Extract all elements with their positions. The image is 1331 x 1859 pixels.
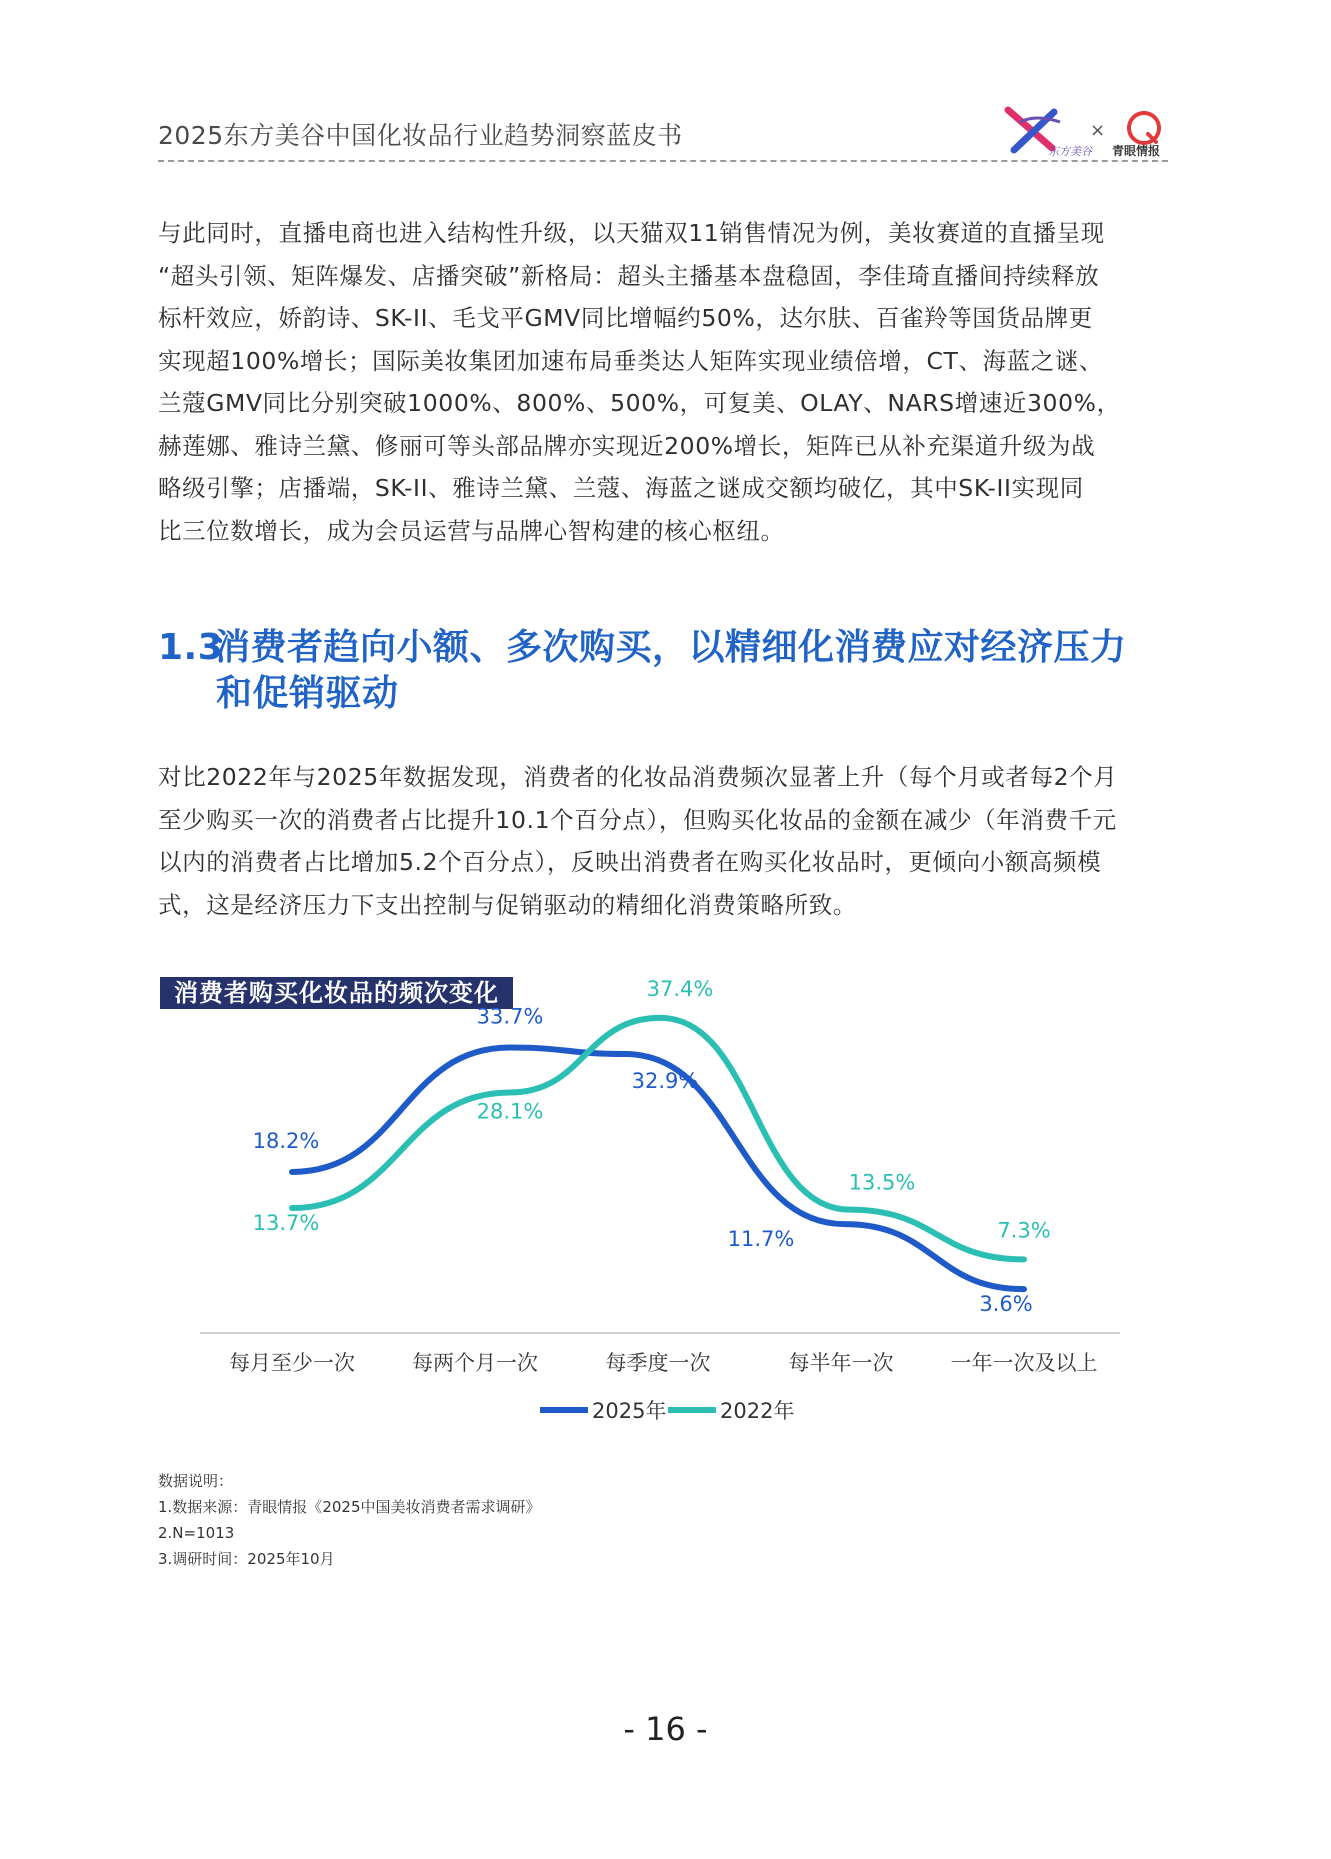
x-tick-label: 每季度一次: [605, 1351, 711, 1375]
legend-label: 2025年: [592, 1399, 667, 1423]
paragraph-line: 略级引擎；店播端，SK-II、雅诗兰黛、兰蔻、海蓝之谜成交额均破亿，其中SK-II实现同: [158, 474, 1084, 502]
data-label: 3.6%: [979, 1292, 1033, 1317]
paragraph-line: 标杆效应，娇韵诗、SK-II、毛戈平GMV同比增幅约50%，达尔肤、百雀羚等国货品牌更: [158, 304, 1093, 332]
page-number: - 16 -: [623, 1710, 708, 1748]
data-label: 13.7%: [252, 1211, 320, 1236]
paragraph-line: 至少购买一次的消费者占比提升10.1个百分点），但购买化妆品的金额在减少（年消费千元: [158, 805, 1117, 834]
chart-title-tag: 消费者购买化妆品的频次变化: [160, 977, 513, 1009]
legend-label: 2022年: [720, 1399, 795, 1423]
logo-right-caption: 青眼情报: [1112, 144, 1161, 158]
data-label: 11.7%: [727, 1227, 795, 1252]
logo-left-caption: 东方美谷: [1048, 145, 1092, 158]
section-title-line1: 消费者趋向小额、多次购买，以精细化消费应对经济压力: [214, 627, 1127, 668]
series-line-2022年: [292, 1018, 1024, 1260]
document-title: 2025东方美谷中国化妆品行业趋势洞察蓝皮书: [158, 121, 683, 150]
logo-separator: ×: [1090, 120, 1106, 141]
notes-item: 3.调研时间：2025年10月: [158, 1550, 335, 1568]
notes-heading: 数据说明：: [158, 1472, 234, 1490]
data-label: 13.5%: [848, 1170, 916, 1195]
x-tick-label: 一年一次及以上: [950, 1351, 1098, 1375]
paragraph-line: 赫莲娜、雅诗兰黛、修丽可等头部品牌亦实现近200%增长，矩阵已从补充渠道升级为战: [158, 431, 1096, 460]
paragraph-line: 比三位数增长，成为会员运营与品牌心智构建的核心枢纽。: [158, 516, 785, 545]
series-line-2025年: [292, 1048, 1024, 1290]
paragraph-line: “超头引领、矩阵爆发、店播突破”新格局：超头主播基本盘稳固，李佳琦直播间持续释放: [158, 261, 1100, 290]
section-title-line2: 和促销驱动: [216, 673, 399, 714]
data-label: 37.4%: [646, 976, 714, 1001]
x-tick-label: 每半年一次: [788, 1351, 894, 1375]
paragraph-line: 与此同时，直播电商也进入结构性升级，以天猫双11销售情况为例，美妆赛道的直播呈现: [158, 219, 1105, 247]
x-tick-label: 每月至少一次: [229, 1351, 355, 1375]
notes-item: 1.数据来源：青眼情报《2025中国美妆消费者需求调研》: [158, 1498, 541, 1516]
paragraph-line: 兰蔻GMV同比分别突破1000%、800%、500%，可复美、OLAY、NARS增速近300%，: [158, 389, 1121, 417]
header-divider: [158, 160, 1168, 162]
x-tick-label: 每两个月一次: [412, 1351, 538, 1375]
data-notes: [158, 1468, 541, 1572]
data-label: 18.2%: [252, 1128, 320, 1153]
paragraph-line: 实现超100%增长；国际美妆集团加速布局垂类达人矩阵实现业绩倍增，CT、海蓝之谜、: [158, 346, 1104, 375]
data-label: 28.1%: [476, 1099, 544, 1124]
paragraph-line: 对比2022年与2025年数据发现，消费者的化妆品消费频次显著上升（每个月或者每2个月: [158, 763, 1118, 791]
notes-item: 2.N=1013: [158, 1524, 235, 1542]
data-label: 7.3%: [997, 1218, 1051, 1243]
paragraph-line: 以内的消费者占比增加5.2个百分点），反映出消费者在购买化妆品时，更倾向小额高频模: [158, 848, 1102, 876]
data-label: 33.7%: [476, 1004, 544, 1029]
data-label: 32.9%: [631, 1068, 699, 1093]
paragraph-livestream: [158, 212, 1168, 552]
paragraph-line: 式，这是经济压力下支出控制与促销驱动的精细化消费策略所致。: [158, 890, 857, 919]
section-heading: [158, 625, 1168, 717]
section-number: 1.3: [158, 627, 224, 668]
paragraph-consumer-frequency: [158, 756, 1168, 926]
